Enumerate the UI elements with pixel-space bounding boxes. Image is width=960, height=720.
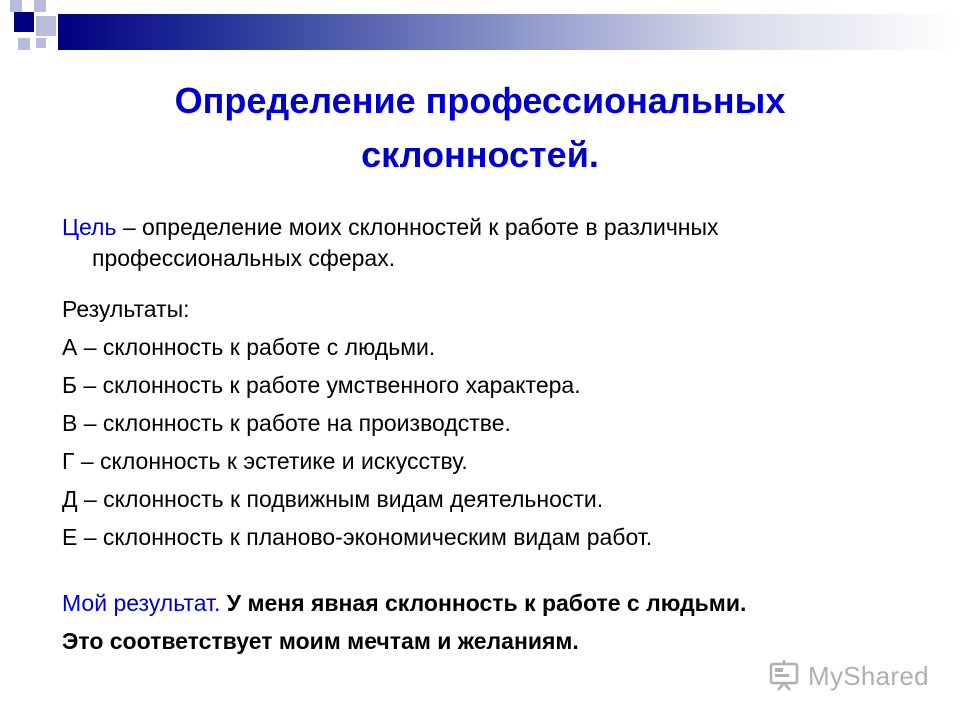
result-item-a: А – склонность к работе с людьми. [62,334,436,360]
deco-square [10,0,22,12]
goal-paragraph [62,212,922,274]
my-result-text: У меня явная склонность к работе с людьми. [220,590,747,616]
goal-label: Цель [62,214,117,240]
result-item-g: Г – склонность к эстетике и искусству. [62,448,468,474]
result-item-b: Б – склонность к работе умственного характера. [62,372,581,398]
deco-square [36,16,56,36]
watermark-text: MyShared [808,660,929,691]
slide-body [62,212,922,660]
my-result-line [62,584,922,622]
my-result-label: Мой результат. [62,590,221,616]
goal-text: – определение моих склонностей к работе в различных профессиональных сферах. [92,214,719,271]
deco-square [34,0,46,12]
header-gradient-bar [58,14,960,50]
slide-title: Определение профессиональных склонностей. [174,80,786,175]
presentation-board-icon [768,659,802,693]
deco-square [36,38,46,48]
deco-square [18,38,30,50]
result-item-e: Е – склонность к планово-экономическим видам работ. [62,524,653,550]
result-item-v: В – склонность к работе на производстве. [62,410,511,436]
results-heading: Результаты: [62,296,190,322]
deco-square [14,12,34,32]
corner-decoration [0,0,60,60]
my-result-conclusion: Это соответствует моим мечтам и желаниям. [62,628,579,654]
result-item-d: Д – склонность к подвижным видам деятельности. [62,486,604,512]
watermark-logo[interactable] [768,656,929,696]
